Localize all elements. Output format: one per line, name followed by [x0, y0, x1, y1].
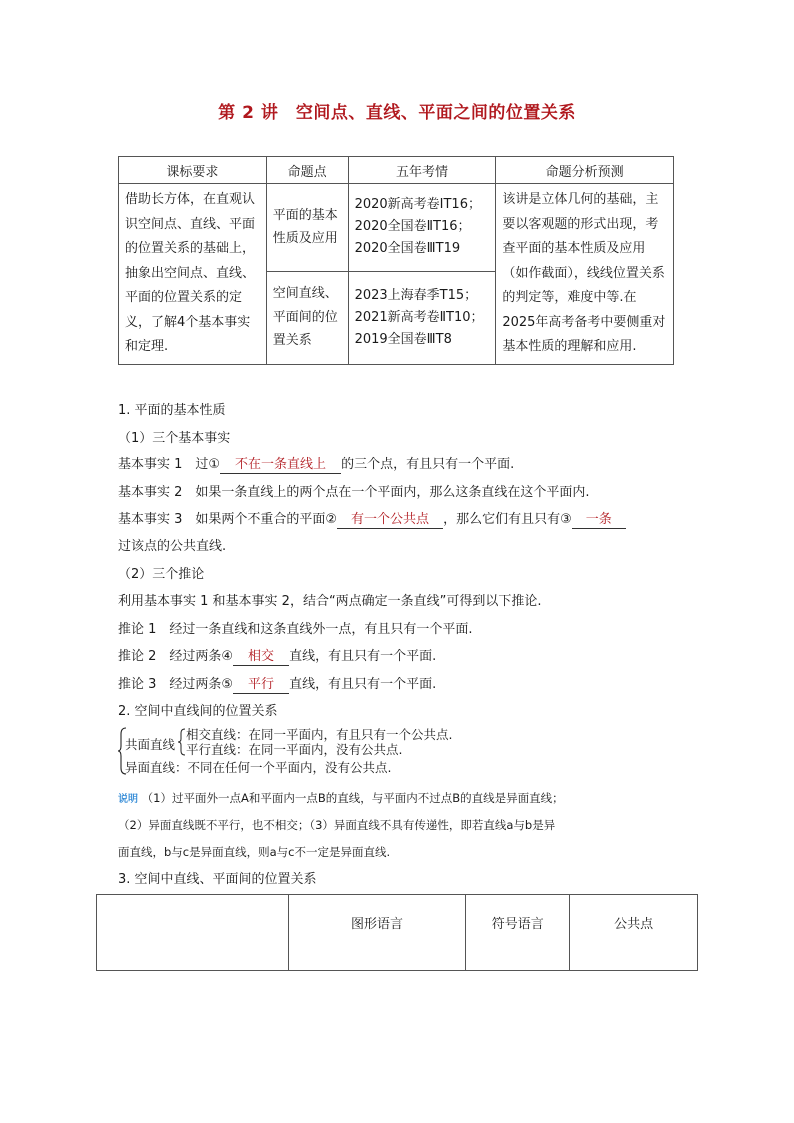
section-heading: 1. 平面的基本性质	[118, 403, 226, 418]
note-1	[118, 789, 564, 809]
section-heading: 3. 空间中直线、平面间的位置关系	[118, 872, 317, 887]
answer-blank: 有一个公共点	[337, 512, 443, 529]
header-point: 命题点	[266, 157, 348, 184]
answer-blank: 一条	[572, 512, 626, 529]
corollary-3	[118, 675, 436, 695]
header-blank	[97, 895, 289, 971]
fact-1-label: 基本事实 1 过①	[118, 457, 221, 472]
corollary-2-tail: 直线，有且只有一个平面.	[289, 649, 437, 664]
inner-brace-icon	[178, 728, 186, 756]
fact-3	[118, 510, 626, 530]
position-table	[96, 894, 698, 971]
answer-blank: 不在一条直线上	[220, 457, 341, 474]
corollary-3-tail: 直线，有且只有一个平面.	[289, 677, 437, 692]
subsection-heading: （1）三个基本事实	[118, 431, 231, 446]
note-tag: 说明	[118, 794, 138, 805]
corollary-2	[118, 647, 436, 667]
header-figure: 图形语言	[288, 895, 466, 971]
header-symbol: 符号语言	[466, 895, 570, 971]
parallel-line: 平行直线：在同一平面内，没有公共点.	[186, 742, 403, 757]
header-requirement: 课标要求	[119, 157, 267, 184]
answer-blank: 平行	[233, 677, 289, 694]
corollary-intro: 利用基本事实 1 和基本事实 2，结合“两点确定一条直线”可得到以下推论.	[118, 594, 542, 609]
exams-cell: 2020新高考卷ⅠT16；2020全国卷ⅡT16；2020全国卷ⅢT19	[348, 184, 496, 272]
fact-1	[118, 455, 514, 475]
fact-3-middle: ，那么它们有且只有③	[443, 512, 572, 527]
header-common: 公共点	[570, 895, 698, 971]
curriculum-table	[118, 156, 674, 365]
requirement-cell: 借助长方体，在直观认识空间点、直线、平面的位置关系的基础上，抽象出空间点、直线、平面的位置关系的定义，了解4个基本事实和定理.	[119, 184, 267, 365]
forecast-cell: 该讲是立体几何的基础，主要以客观题的形式出现，考查平面的基本性质及应用（如作截面），线线位置关系的判定等，难度中等.在2025年高考备考中要侧重对基本性质的理解和应用.	[496, 184, 674, 365]
exams-cell: 2023上海春季T15；2021新高考卷ⅡT10；2019全国卷ⅢT8	[348, 271, 496, 364]
intersect-line: 相交直线：在同一平面内，有且只有一个公共点.	[186, 727, 453, 742]
subsection-heading: （2）三个推论	[118, 567, 205, 582]
note-1-text: （1）过平面外一点A和平面内一点B的直线，与平面内不过点B的直线是异面直线；	[141, 791, 564, 805]
note-3: 面直线，b与c是异面直线，则a与c不一定是异面直线.	[118, 845, 391, 859]
answer-blank: 相交	[233, 649, 289, 666]
fact-2: 基本事实 2 如果一条直线上的两个点在一个平面内，那么这条直线在这个平面内.	[118, 485, 590, 500]
fact-3-continuation: 过该点的公共直线.	[118, 539, 227, 554]
section-heading: 2. 空间中直线间的位置关系	[118, 704, 278, 719]
skew-line: 异面直线：不同在任何一个平面内，没有公共点.	[125, 760, 392, 775]
coplanar-label: 共面直线	[125, 737, 176, 752]
page-title: 第 2 讲 空间点、直线、平面之间的位置关系	[218, 103, 576, 123]
header-exams: 五年考情	[348, 157, 496, 184]
point-cell: 平面的基本性质及应用	[266, 184, 348, 272]
point-cell: 空间直线、平面间的位置关系	[266, 271, 348, 364]
note-2: （2）异面直线既不平行，也不相交；（3）异面直线不具有传递性，即若直线a与b是异	[118, 818, 556, 832]
corollary-3-label: 推论 3 经过两条⑤	[118, 677, 234, 692]
fact-3-label: 基本事实 3 如果两个不重合的平面②	[118, 512, 338, 527]
corollary-1: 推论 1 经过一条直线和这条直线外一点，有且只有一个平面.	[118, 622, 473, 637]
fact-1-tail: 的三个点，有且只有一个平面.	[341, 457, 515, 472]
corollary-2-label: 推论 2 经过两条④	[118, 649, 234, 664]
header-forecast: 命题分析预测	[496, 157, 674, 184]
